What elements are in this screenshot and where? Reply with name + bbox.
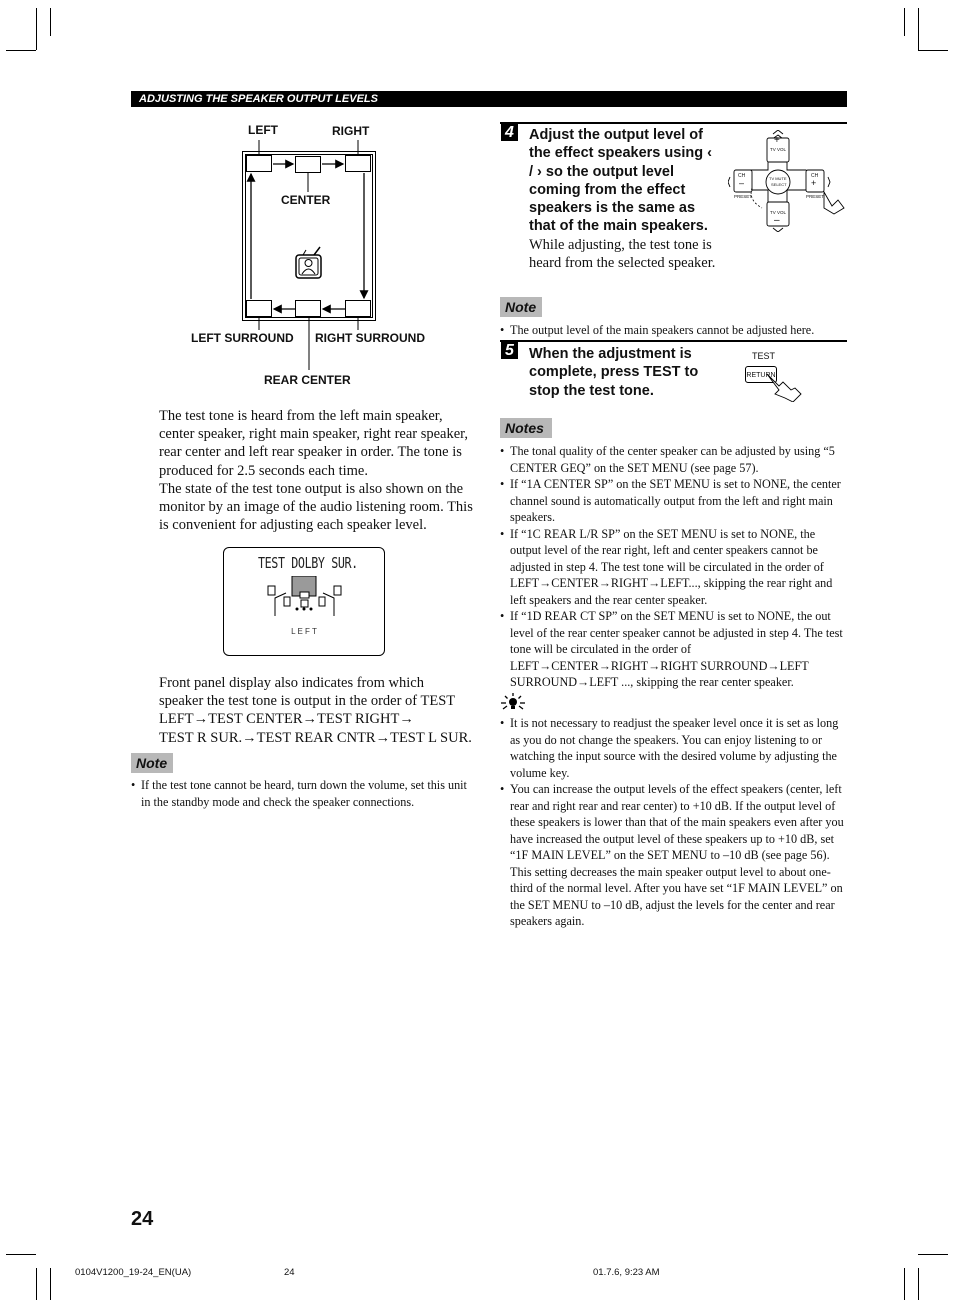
label-left-surround: LEFT SURROUND bbox=[191, 331, 294, 345]
remote-ch-left: CH bbox=[738, 173, 746, 179]
footer-file: 0104V1200_19-24_EN(UA) bbox=[75, 1267, 192, 1278]
note-label-left: Note bbox=[131, 753, 173, 773]
left-paragraph-2: The state of the test tone output is also shown on the monitor by an image of the audio listening room. This is convenient for adjusting each speaker level. bbox=[159, 481, 473, 534]
notes-label: Notes bbox=[500, 418, 552, 438]
monitor-text: TEST DOLBY SUR. bbox=[258, 554, 358, 572]
label-right: RIGHT bbox=[332, 124, 370, 138]
step4-number: 4 bbox=[501, 124, 518, 141]
remote-tvvol-bottom: TV VOL bbox=[770, 210, 787, 215]
footer-timestamp: 01.7.6, 9:23 AM bbox=[593, 1267, 660, 1278]
list-item: • If “1C REAR L/R SP” on the SET MENU is set to NONE, the output level of the rear right, left and center speakers cannot be adjusted in step 4. The test tone will be circulated in the order of LEFT→CENTER→RIGHT→LEFT..., skipping the rear right and left speakers and the rear center speaker. bbox=[500, 526, 847, 609]
list-item: • You can increase the output levels of the effect speakers (center, left rear and right rear and rear center) to +10 dB. If the output level of these speakers is lower than that of the main speakers even after you have increased the output level of these speakers up to +10 dB, set “1F MAIN LEVEL” on the SET MENU to –10 dB (see page 56). This setting decreases the main speaker output level to about one-third of the normal level. After you have set “1F MAIN LEVEL” on the SET MENU to –10 dB, adjust the levels for the center and rear speakers again. bbox=[500, 781, 847, 930]
remote-keypad bbox=[728, 130, 846, 232]
step4-detail: While adjusting, the test tone is heard from the selected speaker. bbox=[529, 237, 716, 272]
monitor-screen bbox=[223, 547, 385, 656]
step5-rule bbox=[500, 340, 847, 342]
return-button-label: RETURN bbox=[745, 366, 777, 383]
remote-plus-right: + bbox=[811, 178, 817, 188]
note-list-left bbox=[131, 777, 476, 810]
step5-number: 5 bbox=[501, 342, 518, 359]
monitor-sub-label: L E F T bbox=[291, 627, 317, 636]
listener-icon bbox=[294, 246, 324, 280]
label-right-surround: RIGHT SURROUND bbox=[315, 331, 425, 345]
remote-minus-bottom: – bbox=[774, 215, 780, 226]
step5-instruction: When the adjustment is complete, press TEST to stop the test tone. bbox=[529, 346, 699, 399]
label-center: CENTER bbox=[281, 193, 331, 207]
remote-ch-right: CH bbox=[811, 173, 819, 179]
list-item: • It is not necessary to readjust the speaker level once it is set as long as you do not change the speakers. You can enjoy listening to or watching the input source with the desired volume by adjusting the volume key. bbox=[500, 715, 847, 781]
list-item: • If “1D REAR CT SP” on the SET MENU is set to NONE, the out level of the rear center speaker cannot be adjusted in step 4. The test tone will be circulated in the order of LEFT→CENTER→RIGHT→RIGHT SURROUND→LEFT SURROUND→LEFT ..., skipping the rear center speaker. bbox=[500, 608, 847, 691]
list-item: • If the test tone cannot be heard, turn down the volume, set this unit in the standby mode and check the speaker connections. bbox=[131, 777, 476, 810]
left-paragraph-3: Front panel display also indicates from which speaker the test tone is output in the order of TEST LEFT→TEST CENTER→TEST RIGHT→ TEST R SUR.→TEST REAR CNTR→TEST L SUR. bbox=[159, 675, 472, 746]
page-number: 24 bbox=[131, 1208, 154, 1230]
note-label-step4: Note bbox=[500, 297, 542, 317]
test-return-button bbox=[745, 366, 805, 402]
remote-keypad-graphic bbox=[728, 130, 846, 232]
list-item: • If “1A CENTER SP” on the SET MENU is set to NONE, the center channel sound is automatically output from the left and right main speakers. bbox=[500, 476, 847, 526]
remote-preset-left: PRESET bbox=[734, 194, 753, 199]
remote-tvvol-top: TV VOL bbox=[770, 147, 787, 152]
remote-plus-top: + bbox=[774, 135, 780, 146]
remote-preset-right: PRESET bbox=[806, 194, 825, 199]
footer-page: 24 bbox=[284, 1267, 295, 1278]
label-rear-center: REAR CENTER bbox=[264, 373, 351, 387]
step4-instruction: Adjust the output level of the effect speakers using ‹ / › so the output level coming from the effect speakers is the same as that of the main speakers. bbox=[529, 127, 712, 235]
label-left: LEFT bbox=[248, 123, 278, 137]
tips-list bbox=[500, 715, 847, 930]
remote-minus-left: – bbox=[739, 178, 745, 188]
remote-tv-mute: TV MUTE bbox=[769, 176, 787, 181]
step4-rule bbox=[500, 122, 847, 124]
list-item: • The output level of the main speakers cannot be adjusted here. bbox=[500, 322, 847, 339]
pointing-hand-icon bbox=[765, 372, 805, 402]
left-paragraph-1: The test tone is heard from the left main speaker, center speaker, right main speaker, right rear speaker, rear center and left rear speaker in order. The tone is produced for 2.5 seconds each time. bbox=[159, 408, 469, 479]
monitor-room-icon bbox=[264, 576, 346, 616]
diagram-arrows bbox=[240, 140, 380, 340]
test-button-label: TEST bbox=[752, 351, 776, 361]
notes-list bbox=[500, 443, 847, 691]
section-header: ADJUSTING THE SPEAKER OUTPUT LEVELS bbox=[131, 91, 847, 107]
tip-lightbulb-icon bbox=[500, 693, 526, 711]
list-item: • The tonal quality of the center speaker can be adjusted by using “5 CENTER GEQ” on the SET MENU (see page 57). bbox=[500, 443, 847, 476]
remote-select: SELECT bbox=[771, 182, 787, 187]
note-list-step4 bbox=[500, 322, 847, 339]
